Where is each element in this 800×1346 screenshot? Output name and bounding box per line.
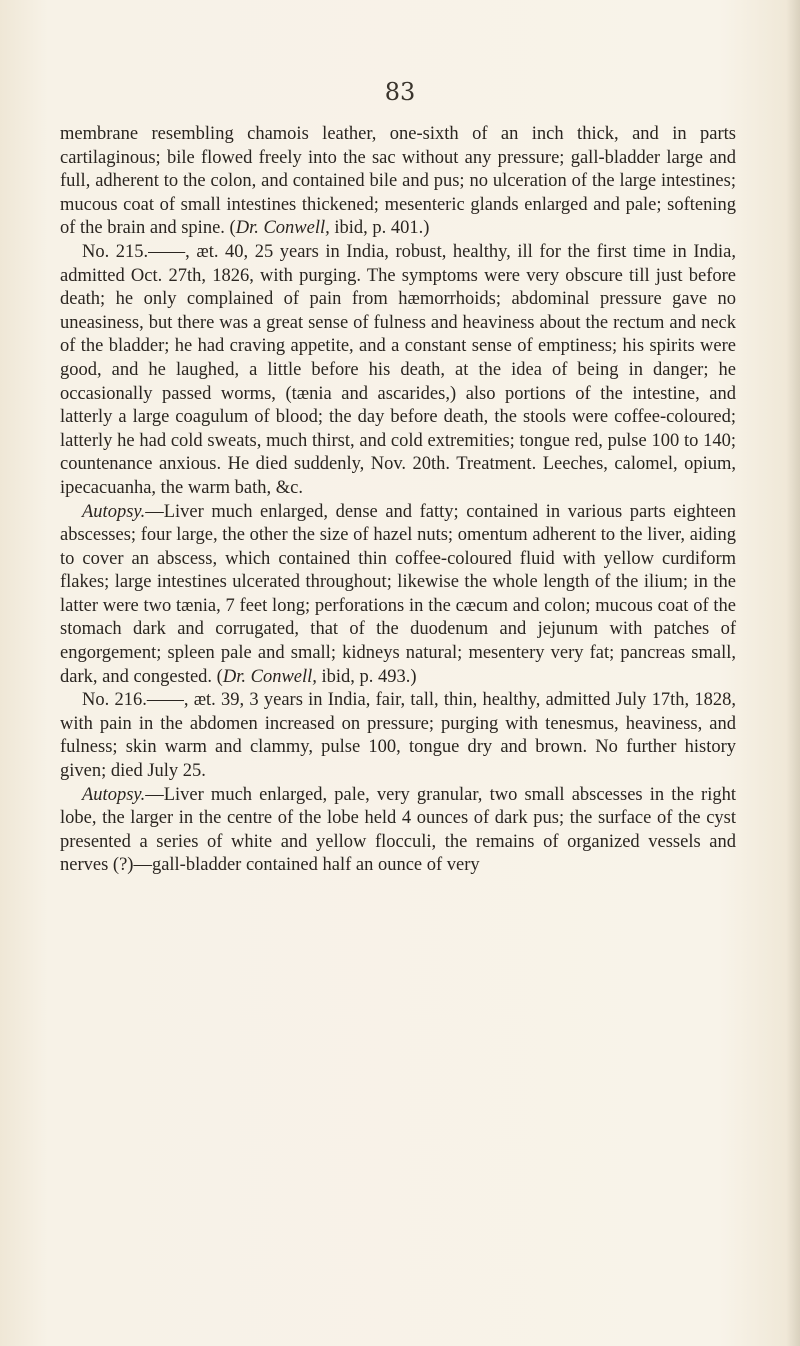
paragraph-text: No. 216.——, æt. 39, 3 years in India, fair, tall, thin, healthy, admitted July 17th, 1828, with pain in the abdomen increased on pressure; purging with tenesmus, heaviness, and fulness; skin warm and clammy, pulse 100, tongue dry and brown. No further history given; died July 25.	[60, 690, 736, 782]
paragraph-text: —Liver much enlarged, pale, very granular, two small abscesses in the right lobe, the larger in the centre of the lobe held 4 ounces of dark pus; the surface of the cyst presented a series of white and yellow flocculi, the remains of organized vessels and nerves (?)—gall-bladder contained half an ounce of very	[60, 784, 736, 876]
case-216	[60, 689, 736, 783]
autopsy-215	[60, 501, 736, 690]
paragraph-continuation	[60, 123, 736, 241]
paragraph-text: —Liver much enlarged, dense and fatty; contained in various parts eighteen abscesses; four large, the other the size of hazel nuts; omentum adherent to the liver, aiding to cover an abscess, which contained thin coffee-coloured fluid with yellow curdiform flakes; large intestines ulcerated throughout; likewise the whole length of the ilium; in the latter were two tænia, 7 feet long; perforations in the cæcum and colon; mucous coat of the stomach dark and corrugated, that of the duodenum and jejunum with patches of engorgement; spleen pale and small; kidneys natural; mesentery very fat; pancreas small, dark, and congested. (	[60, 501, 736, 687]
page-edge-shadow	[786, 0, 800, 1346]
autopsy-heading: Autopsy.	[82, 784, 146, 805]
citation-author: Dr. Conwell,	[222, 666, 317, 687]
autopsy-216	[60, 784, 736, 878]
page-number: 83	[384, 78, 416, 106]
citation-author: Dr. Conwell,	[235, 218, 330, 239]
citation-reference: ibid, p. 493.)	[316, 666, 417, 687]
case-215	[60, 241, 736, 501]
autopsy-heading: Autopsy.	[82, 501, 146, 522]
paragraph-text: No. 215.——, æt. 40, 25 years in India, robust, healthy, ill for the first time in India, admitted Oct. 27th, 1826, with purging. The symptoms were very obscure till just before death; he only complained of pain from hæmorrhoids; abdominal pressure gave no uneasiness, but there was a great sense of fulness and heaviness about the rectum and neck of the bladder; he had craving appetite, and a constant sense of emptiness; his spirits were good, and he laughed, a little before his death, at the idea of being in danger; he occasionally passed worms, (tænia and ascarides,) also portions of the intestine, and latterly a large coagulum of blood; the day before death, the stools were coffee-coloured; latterly he had cold sweats, much thirst, and cold extremities; tongue red, pulse 100 to 140; countenance anxious. He died suddenly, Nov. 20th. Treatment. Leeches, calomel, opium, ipecacuanha, the warm bath, &c.	[60, 241, 736, 498]
citation-reference: ibid, p. 401.)	[329, 218, 430, 239]
page-body	[60, 123, 736, 878]
paragraph-text: membrane resembling chamois leather, one-sixth of an inch thick, and in parts cartilaginous; bile flowed freely into the sac without any pressure; gall-bladder large and full, adherent to the colon, and contained bile and pus; no ulceration of the large intestines; mucous coat of small intestines thickened; mesenteric glands enlarged and pale; softening of the brain and spine. (	[60, 124, 736, 239]
